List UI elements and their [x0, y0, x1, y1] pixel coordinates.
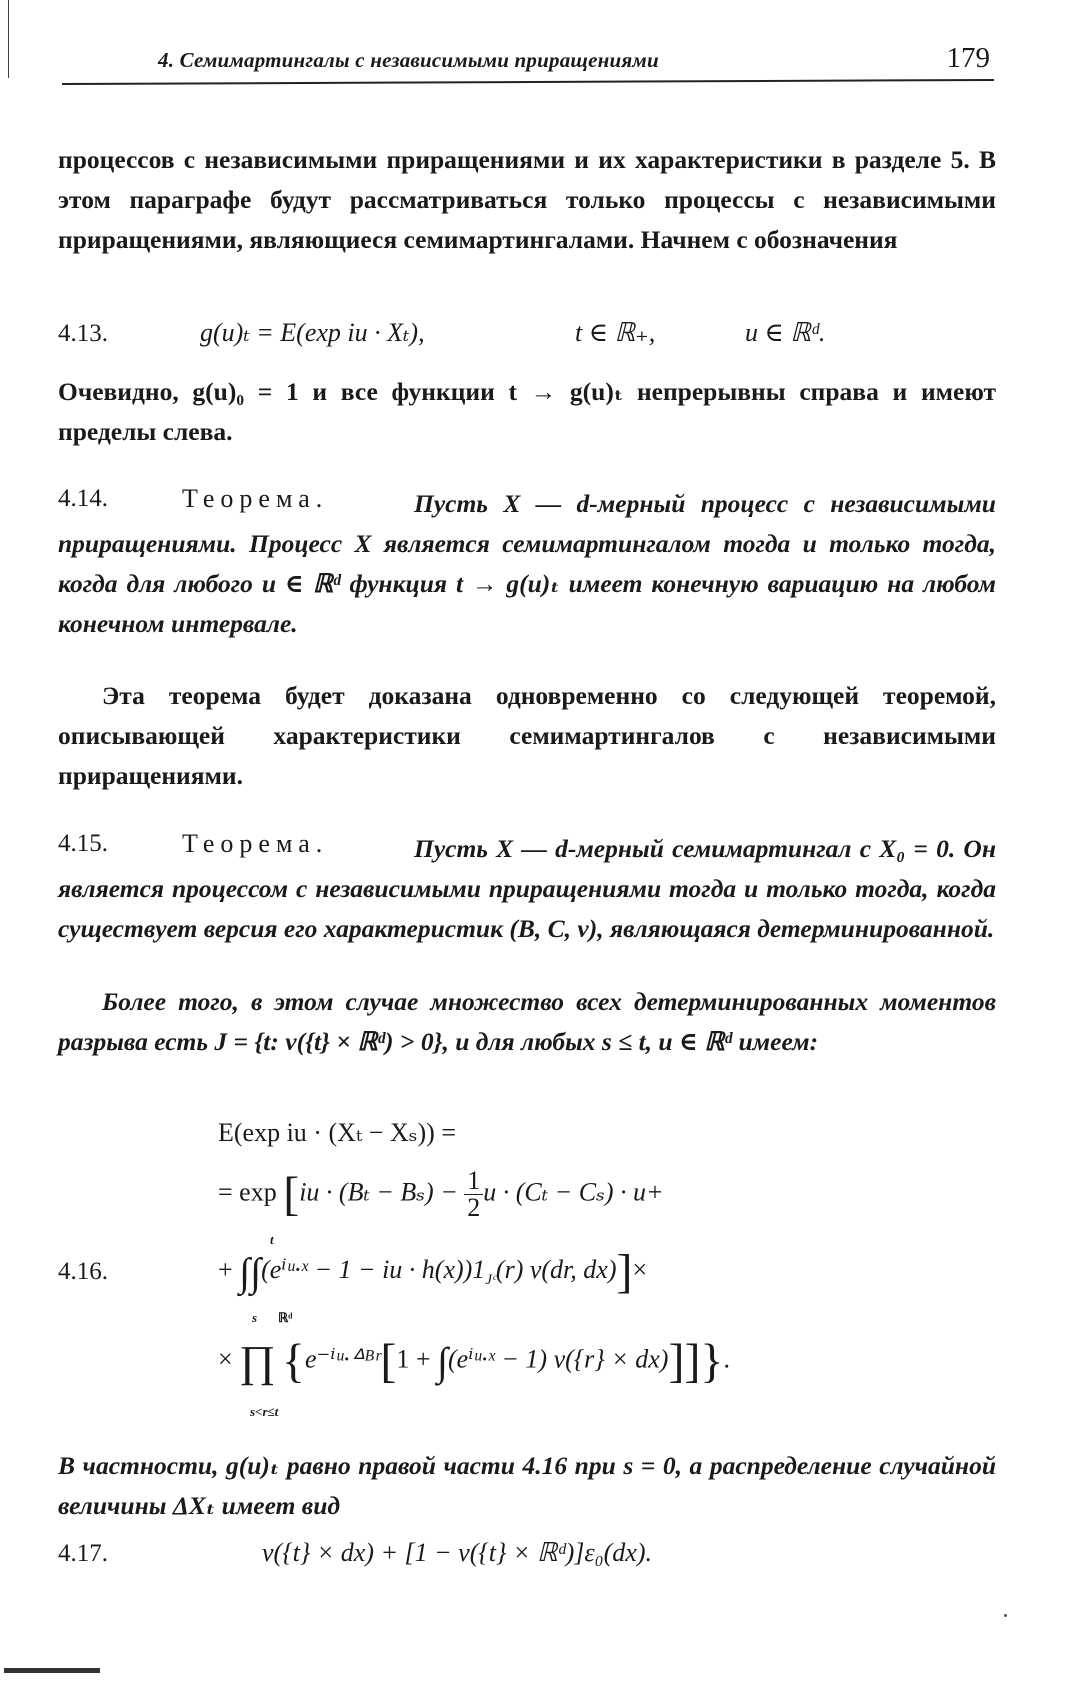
eq-4-16-fixed-jump: (eⁱᵘ·ˣ − 1) ν({r} × dx) [448, 1344, 669, 1374]
eq-4-16-int-lower-s: s [252, 1310, 258, 1325]
eq-4-16-close-brace: } [700, 1334, 724, 1388]
eq-4-16-line-3 [218, 1245, 648, 1298]
eq-4-13-u-range: u ∈ ℝᵈ. [745, 318, 826, 347]
eq-4-16-one-plus: 1 + [396, 1344, 431, 1374]
eq-4-16-line-4 [218, 1336, 730, 1387]
eq-4-16-open-brace: { [281, 1334, 305, 1388]
eq-4-16-jump-term: (eⁱᵘ·ˣ − 1 − iu · h(x))1 [261, 1254, 486, 1284]
eq-4-16-half-den: 2 [467, 1193, 481, 1222]
eq-4-16-times: × [632, 1254, 648, 1284]
binding-mark [8, 0, 9, 78]
thm-4-14-number: 4.14. [58, 485, 108, 512]
speck [1004, 1614, 1007, 1617]
eq-4-16-half-num: 1 [464, 1168, 483, 1195]
eq-4-13-t-range: t ∈ ℝ₊, [575, 318, 656, 347]
running-title: 4. Семимартингалы с независимыми приращениями [158, 48, 659, 72]
eq-4-16-drift-term: iu · (Bₜ − Bₛ) − [299, 1177, 458, 1207]
eq-4-16-number: 4.16. [58, 1258, 108, 1285]
thm-4-14-label: Теорема. [182, 484, 329, 513]
eq-4-16-line-2 [218, 1168, 664, 1221]
eq-4-16-diffusion-term: u · (Cₜ − Cₛ) · u+ [483, 1177, 664, 1207]
eq-4-16-times-2: × [218, 1344, 233, 1374]
eq-4-16-close-bracket: ] [616, 1245, 633, 1298]
eq-4-16-open-bracket: [ [283, 1167, 300, 1221]
eq-4-16-double-integral: ∫∫ [239, 1249, 262, 1295]
thm-4-15-label: Теорема. [182, 829, 329, 858]
paragraph-1: процессов с независимыми приращениями и их характеристики в разделе 5. В этом параграфе будут рассматриваться только процессы с независимыми приращениями, являющиеся семимартингалами. Начнем с обозначения [58, 145, 996, 254]
page-number: 179 [946, 42, 990, 74]
running-header [62, 40, 992, 80]
eq-4-16-jc: Jᶜ [485, 1272, 496, 1289]
paragraph-4: Более того, в этом случае множество всех детерминированных моментов разрыва есть J = {t: ν({t} × ℝᵈ) > 0}, и для любых s ≤ t, u ∈ ℝᵈ имеем: [58, 987, 996, 1056]
eq-4-16-int-lower-rd: ℝᵈ [278, 1310, 293, 1325]
eq-4-16-exp: = exp [218, 1177, 277, 1207]
eq-4-16-close-brackets: ]] [668, 1334, 701, 1388]
eq-4-16-integral-2: ∫ [437, 1339, 448, 1384]
eq-4-13-main: g(u)ₜ = E(exp iu · Xₜ), [200, 318, 425, 347]
eq-4-17-main: ν({t} × dx) + [1 − ν({t} × ℝᵈ)]ε₀(dx). [262, 1538, 652, 1567]
footer-mark [4, 1668, 100, 1673]
paragraph-3: Эта теорема будет доказана одновременно со следующей теоремой, описывающей характеристики семимартингалов с независимыми приращениями. [58, 681, 996, 790]
paragraph-2: Очевидно, g(u)₀ = 1 и все функции t → g(u)ₜ непрерывны справа и имеют пределы слева. [58, 377, 996, 446]
eq-4-16-prod-sub: s<r≤t [250, 1404, 279, 1419]
paragraph-5: В частности, g(u)ₜ равно правой части 4.16 при s = 0, а распределение случайной величины ΔXₜ имеет вид [58, 1451, 996, 1520]
eq-4-16-int-upper: t [270, 1232, 274, 1247]
eq-4-16-product: ∏ [239, 1337, 276, 1386]
thm-4-15-number: 4.15. [58, 830, 108, 857]
eq-4-16-half [464, 1168, 483, 1221]
eq-4-16-plus: + [218, 1254, 233, 1284]
eq-4-16-measure: (r) ν(dr, dx) [495, 1254, 617, 1284]
eq-4-17-number: 4.17. [58, 1540, 108, 1567]
eq-4-16-period: . [723, 1344, 730, 1374]
eq-4-16-exp-jump: e⁻ⁱᵘ·ᐞᴮʳ [304, 1344, 381, 1374]
eq-4-16-line-1: E(exp iu · (Xₜ − Xₛ)) = [218, 1118, 456, 1147]
thm-4-14-body: Пусть X — d-мерный процесс с независимыми приращениями. Процесс X является семимартингалом тогда и только тогда, когда для любого u ∈ ℝᵈ функция t → g(u)ₜ имеет конечную вариацию на любом конечном интервале. [58, 489, 996, 638]
eq-4-16-open-bracket-2: [ [380, 1334, 397, 1388]
thm-4-15-body: Пусть X — d-мерный семимартингал с X₀ = 0. Он является процессом с независимыми приращениями тогда и только тогда, когда существует версия его характеристик (B, C, ν), являющаяся детерминированной. [58, 834, 996, 943]
eq-4-13-number: 4.13. [58, 320, 108, 347]
